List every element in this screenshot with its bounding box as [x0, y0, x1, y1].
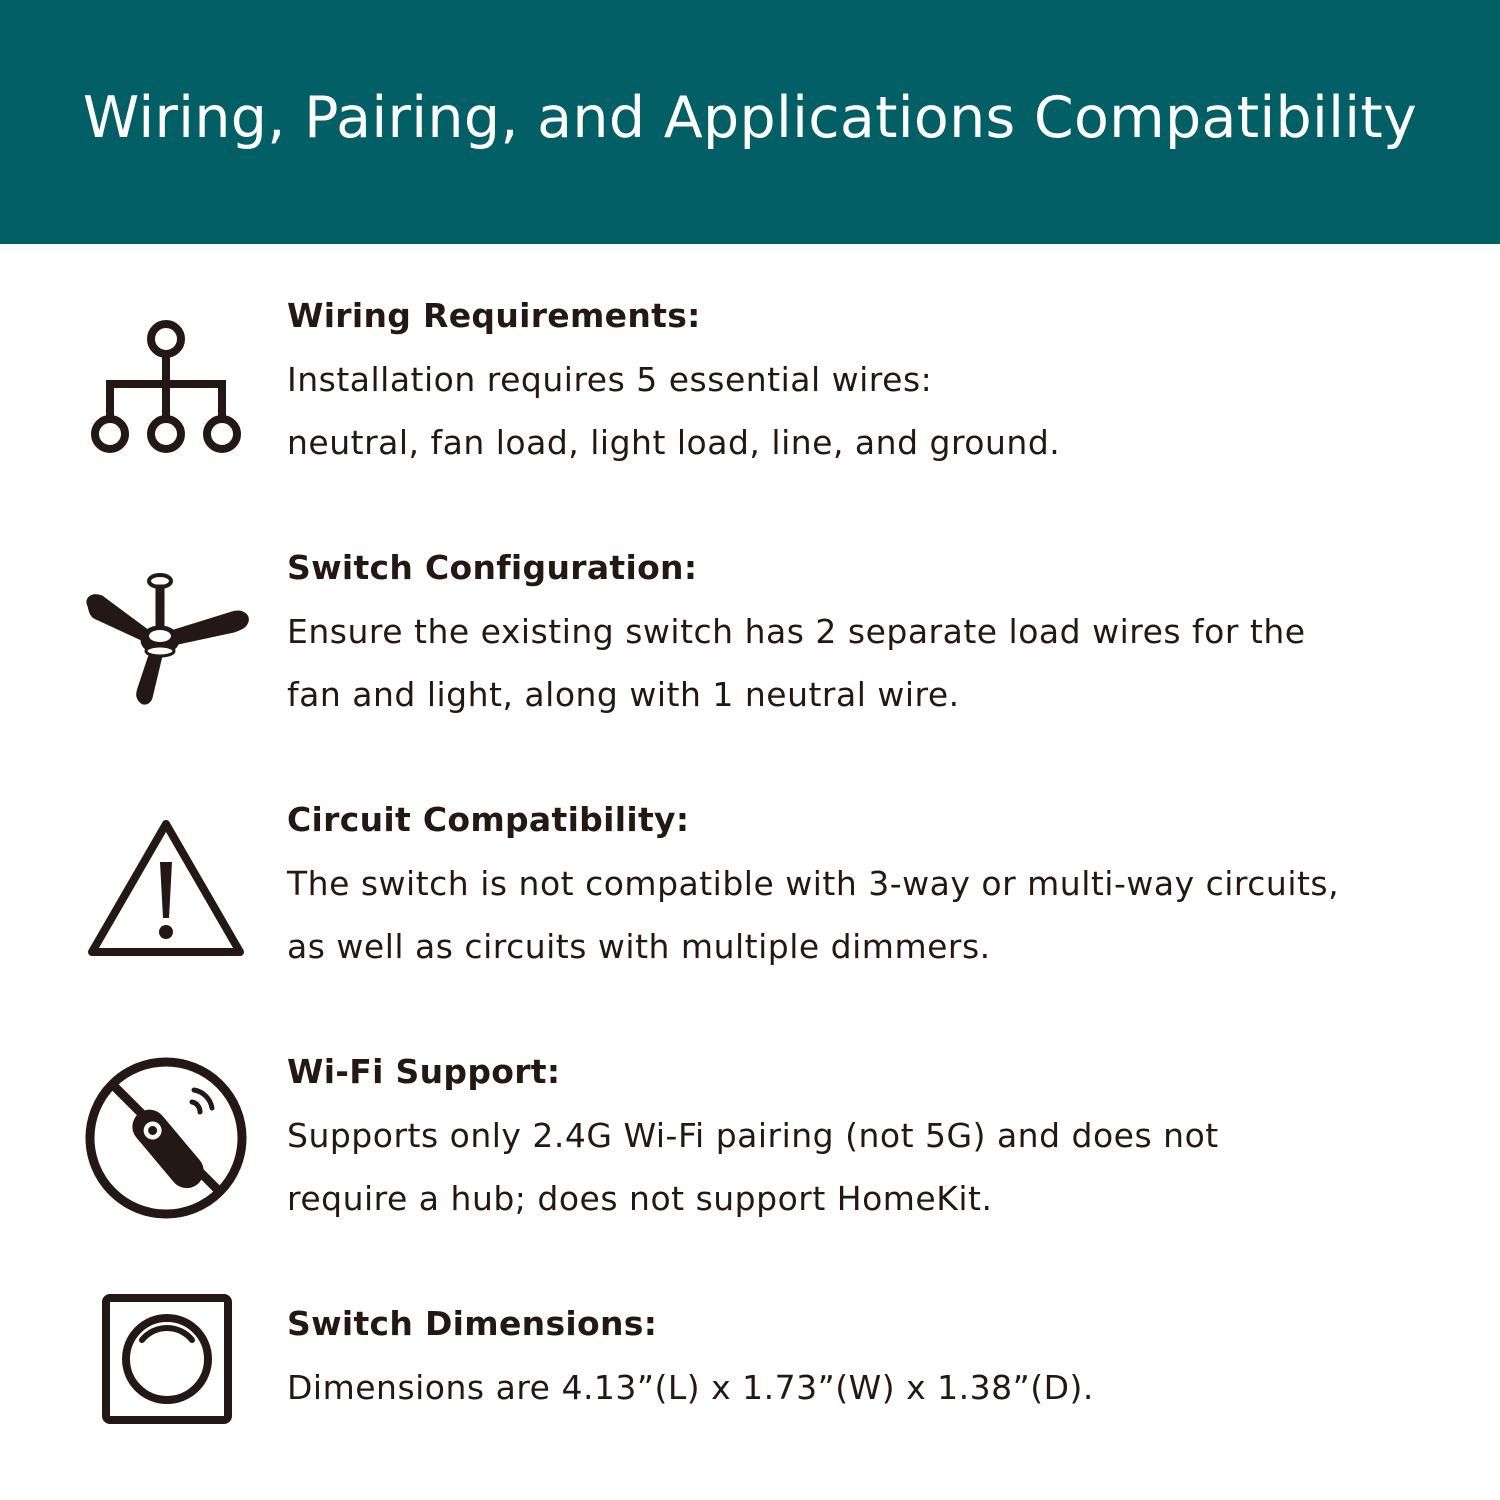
- section-heading: Circuit Compatibility:: [287, 800, 690, 839]
- ceiling-fan-icon: [80, 548, 252, 720]
- switch-dimensions-icon: [80, 1292, 252, 1464]
- section-text: [287, 800, 1477, 978]
- warning-triangle-icon: [80, 806, 252, 978]
- section-line: fan and light, along with 1 neutral wire.: [287, 675, 960, 714]
- section-text: [287, 548, 1477, 726]
- section-line: Supports only 2.4G Wi-Fi pairing (not 5G) and does not: [287, 1116, 1219, 1155]
- wiring-tree-icon: [80, 304, 252, 476]
- section-line: Ensure the existing switch has 2 separate load wires for the: [287, 612, 1306, 651]
- section-line: neutral, fan load, light load, line, and ground.: [287, 423, 1061, 462]
- section-text: [287, 1304, 1477, 1419]
- section-heading: Switch Dimensions:: [287, 1304, 658, 1343]
- section-line: require a hub; does not support HomeKit.: [287, 1179, 993, 1218]
- header-banner: [0, 0, 1500, 244]
- section-line: as well as circuits with multiple dimmers.: [287, 927, 991, 966]
- section-text: [287, 296, 1477, 474]
- section-line: Dimensions are 4.13”(L) x 1.73”(W) x 1.38”(D).: [287, 1368, 1094, 1407]
- section-line: The switch is not compatible with 3-way or multi-way circuits,: [287, 864, 1340, 903]
- section-text: [287, 1052, 1477, 1230]
- page-title: Wiring, Pairing, and Applications Compatibility: [82, 85, 1418, 151]
- section-line: Installation requires 5 essential wires:: [287, 360, 933, 399]
- no-remote-icon: [80, 1052, 252, 1224]
- section-heading: Switch Configuration:: [287, 548, 698, 587]
- section-heading: Wi-Fi Support:: [287, 1052, 561, 1091]
- section-heading: Wiring Requirements:: [287, 296, 701, 335]
